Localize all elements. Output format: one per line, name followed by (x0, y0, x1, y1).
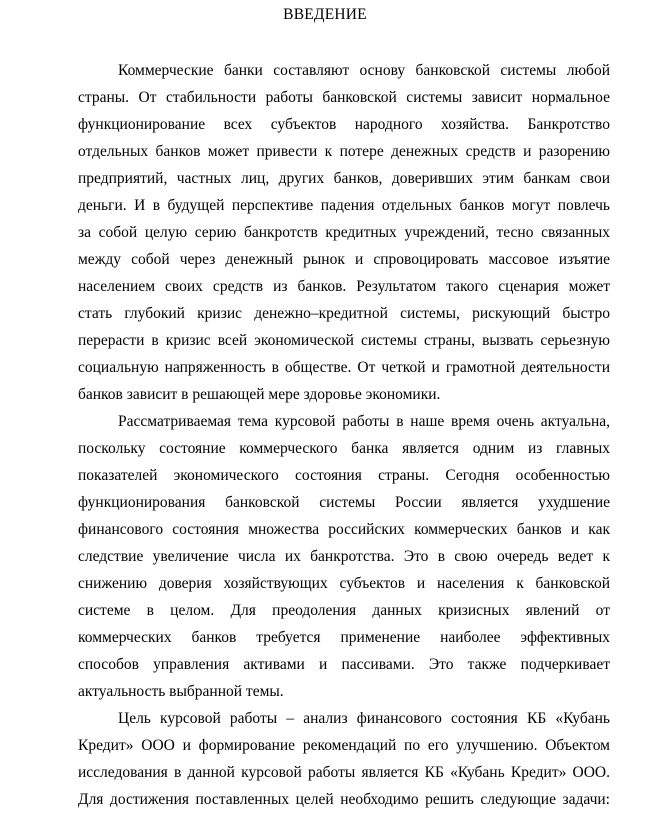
text-line: деньги. И в будущей перспективе падения отдельных банков могут повлечь (78, 197, 610, 214)
text-line: функционирования банковской системы России является ухудшение (78, 494, 610, 511)
text-line: стать глубокий кризис денежно–кредитной системы, рискующий быстро (78, 305, 610, 322)
text-line: отдельных банков может привести к потере денежных средств и разорению (78, 143, 610, 160)
text-line: между собой через денежный рынок и спровоцировать массовое изъятие (78, 251, 610, 268)
text-line: Для достижения поставленных целей необходимо решить следующие задачи: (78, 791, 610, 808)
text-line: Рассматриваемая тема курсовой работы в наше время очень актуальна, (118, 413, 610, 430)
text-line: следствие увеличение числа их банкротства. Это в свою очередь ведет к (78, 548, 610, 565)
text-line: страны. От стабильности работы банковской системы зависит нормальное (78, 89, 610, 106)
text-line: актуальность выбранной темы. (78, 683, 284, 700)
text-line: финансового состояния множества российских коммерческих банков и как (78, 521, 610, 538)
text-line: снижению доверия хозяйствующих субъектов и населения к банковской (78, 575, 610, 592)
text-line: исследования в данной курсовой работы является КБ «Кубань Кредит» ООО. (78, 764, 610, 781)
text-line: перерасти в кризис всей экономической системы страны, вызвать серьезную (78, 332, 610, 349)
text-line: социальную напряженность в обществе. От четкой и грамотной деятельности (78, 359, 610, 376)
text-line: Кредит» ООО и формирование рекомендаций по его улучшению. Объектом (78, 737, 610, 754)
text-line: предприятий, частных лиц, других банков, доверивших этим банкам свои (78, 170, 610, 187)
text-line: Коммерческие банки составляют основу банковской системы любой (118, 62, 610, 79)
text-line: коммерческих банков требуется применение наиболее эффективных (78, 629, 610, 646)
text-line: поскольку состояние коммерческого банка является одним из главных (78, 440, 610, 457)
text-line: показателей экономического состояния страны. Сегодня особенностью (78, 467, 610, 484)
text-line: способов управления активами и пассивами. Это также подчеркивает (78, 656, 610, 673)
text-line: банков зависит в решающей мере здоровье экономики. (78, 386, 441, 403)
text-line: за собой целую серию банкротств кредитных учреждений, тесно связанных (78, 224, 610, 241)
text-line: населением своих средств из банков. Результатом такого сценария может (78, 278, 610, 295)
page-title: ВВЕДЕНИЕ (283, 6, 367, 23)
text-line: системе в целом. Для преодоления данных кризисных явлений от (78, 602, 610, 619)
text-line: Цель курсовой работы – анализ финансового состояния КБ «Кубань (118, 710, 610, 727)
text-line: функционирование всех субъектов народного хозяйства. Банкротство (78, 116, 610, 133)
